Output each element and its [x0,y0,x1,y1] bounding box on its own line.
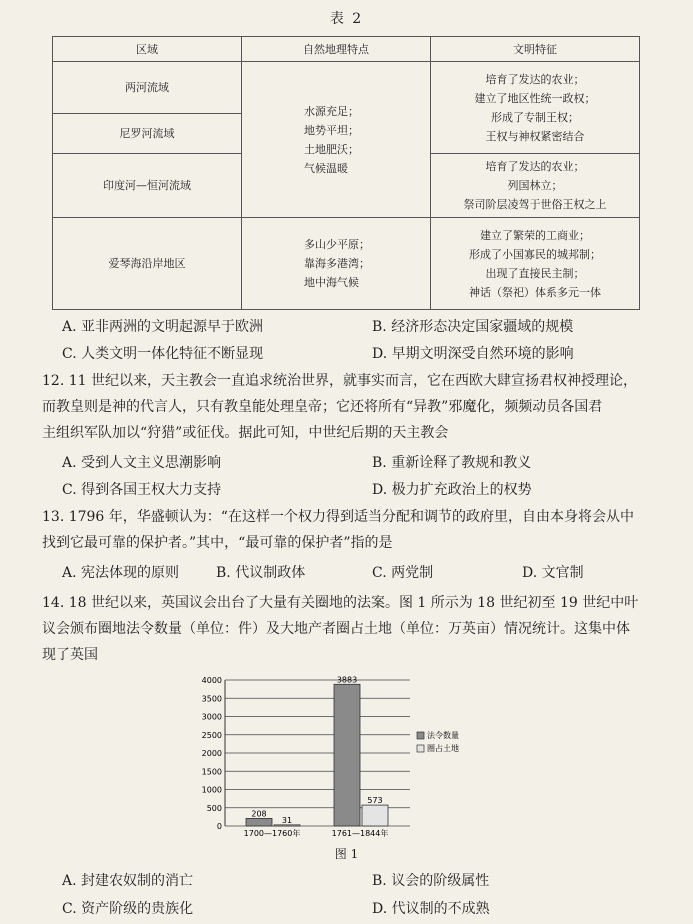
x-tick-label: 1700—1760年 [243,829,301,838]
region-cell: 尼罗河流域 [53,114,242,154]
table-row [53,218,640,310]
q14-option-d[interactable]: D. 代议制的不成熟 [372,901,490,917]
data-label: 573 [367,796,383,806]
header-region: 区域 [53,37,242,62]
bar [274,825,300,826]
region-cell: 两河流域 [53,62,242,114]
q14-stem [42,590,638,668]
enclosure-bar-chart [195,670,495,860]
civ-item: 列国林立； [507,179,563,192]
bar [334,684,360,826]
y-tick-label: 4000 [201,676,222,685]
civilization-cell [431,62,640,154]
nature-cell [242,218,431,310]
q11-option-c[interactable]: C. 人类文明一体化特征不断显现 [62,346,264,362]
civ-item: 培育了发达的农业； [485,72,585,86]
civ-item: 祭司阶层凌驾于世俗王权之上 [463,198,607,211]
nature-item: 地势平坦； [304,123,359,137]
table-2 [52,36,640,310]
civ-item: 形成了小国寡民的城邦制； [469,247,601,261]
region-cell: 印度河—恒河流域 [53,154,242,218]
table-header-row [53,37,640,62]
bar [246,818,272,826]
q13-line: 找到它最可靠的保护者。”其中，“最可靠的保护者”指的是 [42,535,393,551]
q12-option-d[interactable]: D. 极力扩充政治上的权势 [372,482,532,498]
nature-cell [242,62,431,218]
nature-item: 多山少平原； [304,238,370,251]
q12-line: 12. 11 世纪以来，天主教会一直追求统治世界，就事实而言，它在西欧大肆宣扬君权神授理论， [42,373,637,389]
civilization-cell [431,154,640,218]
y-tick-label: 500 [206,803,222,813]
q12-line: 而教皇则是神的代言人，只有教皇能处理皇帝；它还将所有“异教”邪魔化，频频动员各国君 [42,399,603,415]
table-title: 表 2 [329,11,364,27]
civ-item: 形成了专制王权； [491,110,579,124]
q13-option-b[interactable]: B. 代议制政体 [216,565,306,581]
civ-item: 建立了繁荣的工商业； [480,228,590,242]
civ-item: 出现了直接民主制； [485,266,585,280]
q13-option-a[interactable]: A. 宪法体现的原则 [62,565,180,581]
y-tick-label: 2000 [201,749,222,758]
civ-item: 培育了发达的农业； [485,160,585,173]
civ-item: 神话（祭祀）体系多元一体 [469,285,601,299]
y-tick-label: 0 [216,822,222,831]
data-label: 208 [251,809,267,819]
q14-option-b[interactable]: B. 议会的阶级属性 [372,873,490,889]
region-cell: 爱琴海沿岸地区 [53,218,242,310]
q11-option-b[interactable]: B. 经济形态决定国家疆域的规模 [372,319,574,335]
nature-item: 地中海气候 [304,276,359,289]
q14-option-c[interactable]: C. 资产阶级的贵族化 [62,901,194,917]
q12-option-a[interactable]: A. 受到人文主义思潮影响 [62,455,222,471]
data-label: 31 [281,815,293,825]
civ-item: 王权与神权紧密结合 [485,129,585,143]
q12-option-b[interactable]: B. 重新诠释了教规和教义 [372,455,532,471]
x-tick-label: 1761—1844年 [331,829,389,838]
data-label: 3883 [336,675,358,685]
figure-caption: 图 1 [334,847,359,861]
nature-item: 靠海多港湾； [304,257,370,270]
civilization-cell [431,218,640,310]
header-nature: 自然地理特点 [242,37,431,62]
y-tick-label: 2500 [201,730,222,740]
q14-line: 14. 18 世纪以来，英国议会出台了大量有关圈地的法案。图 1 所示为 18 世纪初至 19 世纪中叶 [42,595,639,611]
q13-stem [42,504,634,556]
q12-stem [42,368,637,446]
q11-option-a[interactable]: A. 亚非两洲的文明起源早于欧洲 [62,319,264,335]
legend-swatch [417,732,424,739]
q14-line: 议会颁布圈地法令数量（单位：件）及大地产者圈占土地（单位：万英亩）情况统计。这集中体 [42,621,630,637]
q12-line: 主组织军队加以“狩猎”或征伐。据此可知，中世纪后期的天主教会 [42,425,449,441]
y-tick-label: 1500 [201,767,222,777]
y-tick-label: 3000 [201,712,222,722]
q11-option-d[interactable]: D. 早期文明深受自然环境的影响 [372,346,574,362]
legend-label: 法令数量 [427,731,459,740]
y-tick-label: 3500 [201,694,222,704]
q12-option-c[interactable]: C. 得到各国王权大力支持 [62,482,222,498]
q13-option-c[interactable]: C. 两党制 [372,565,434,581]
nature-item: 气候温暖 [304,161,348,175]
nature-item: 土地肥沃； [304,142,359,156]
q14-option-a[interactable]: A. 封建农奴制的消亡 [62,873,194,889]
nature-item: 水源充足； [304,104,359,118]
q13-option-d[interactable]: D. 文官制 [522,565,584,581]
civ-item: 建立了地区性统一政权； [474,91,596,105]
q13-line: 13. 1796 年，华盛顿认为：“在这样一个权力得到适当分配和调节的政府里，自由本身将会从中 [42,509,634,525]
header-civilization: 文明特征 [431,37,640,62]
table-row [53,62,640,114]
y-tick-label: 1000 [201,785,222,795]
q14-line: 现了英国 [42,647,98,663]
legend-swatch [417,745,424,752]
legend-label: 圈占土地 [427,744,459,753]
bar [362,805,388,826]
